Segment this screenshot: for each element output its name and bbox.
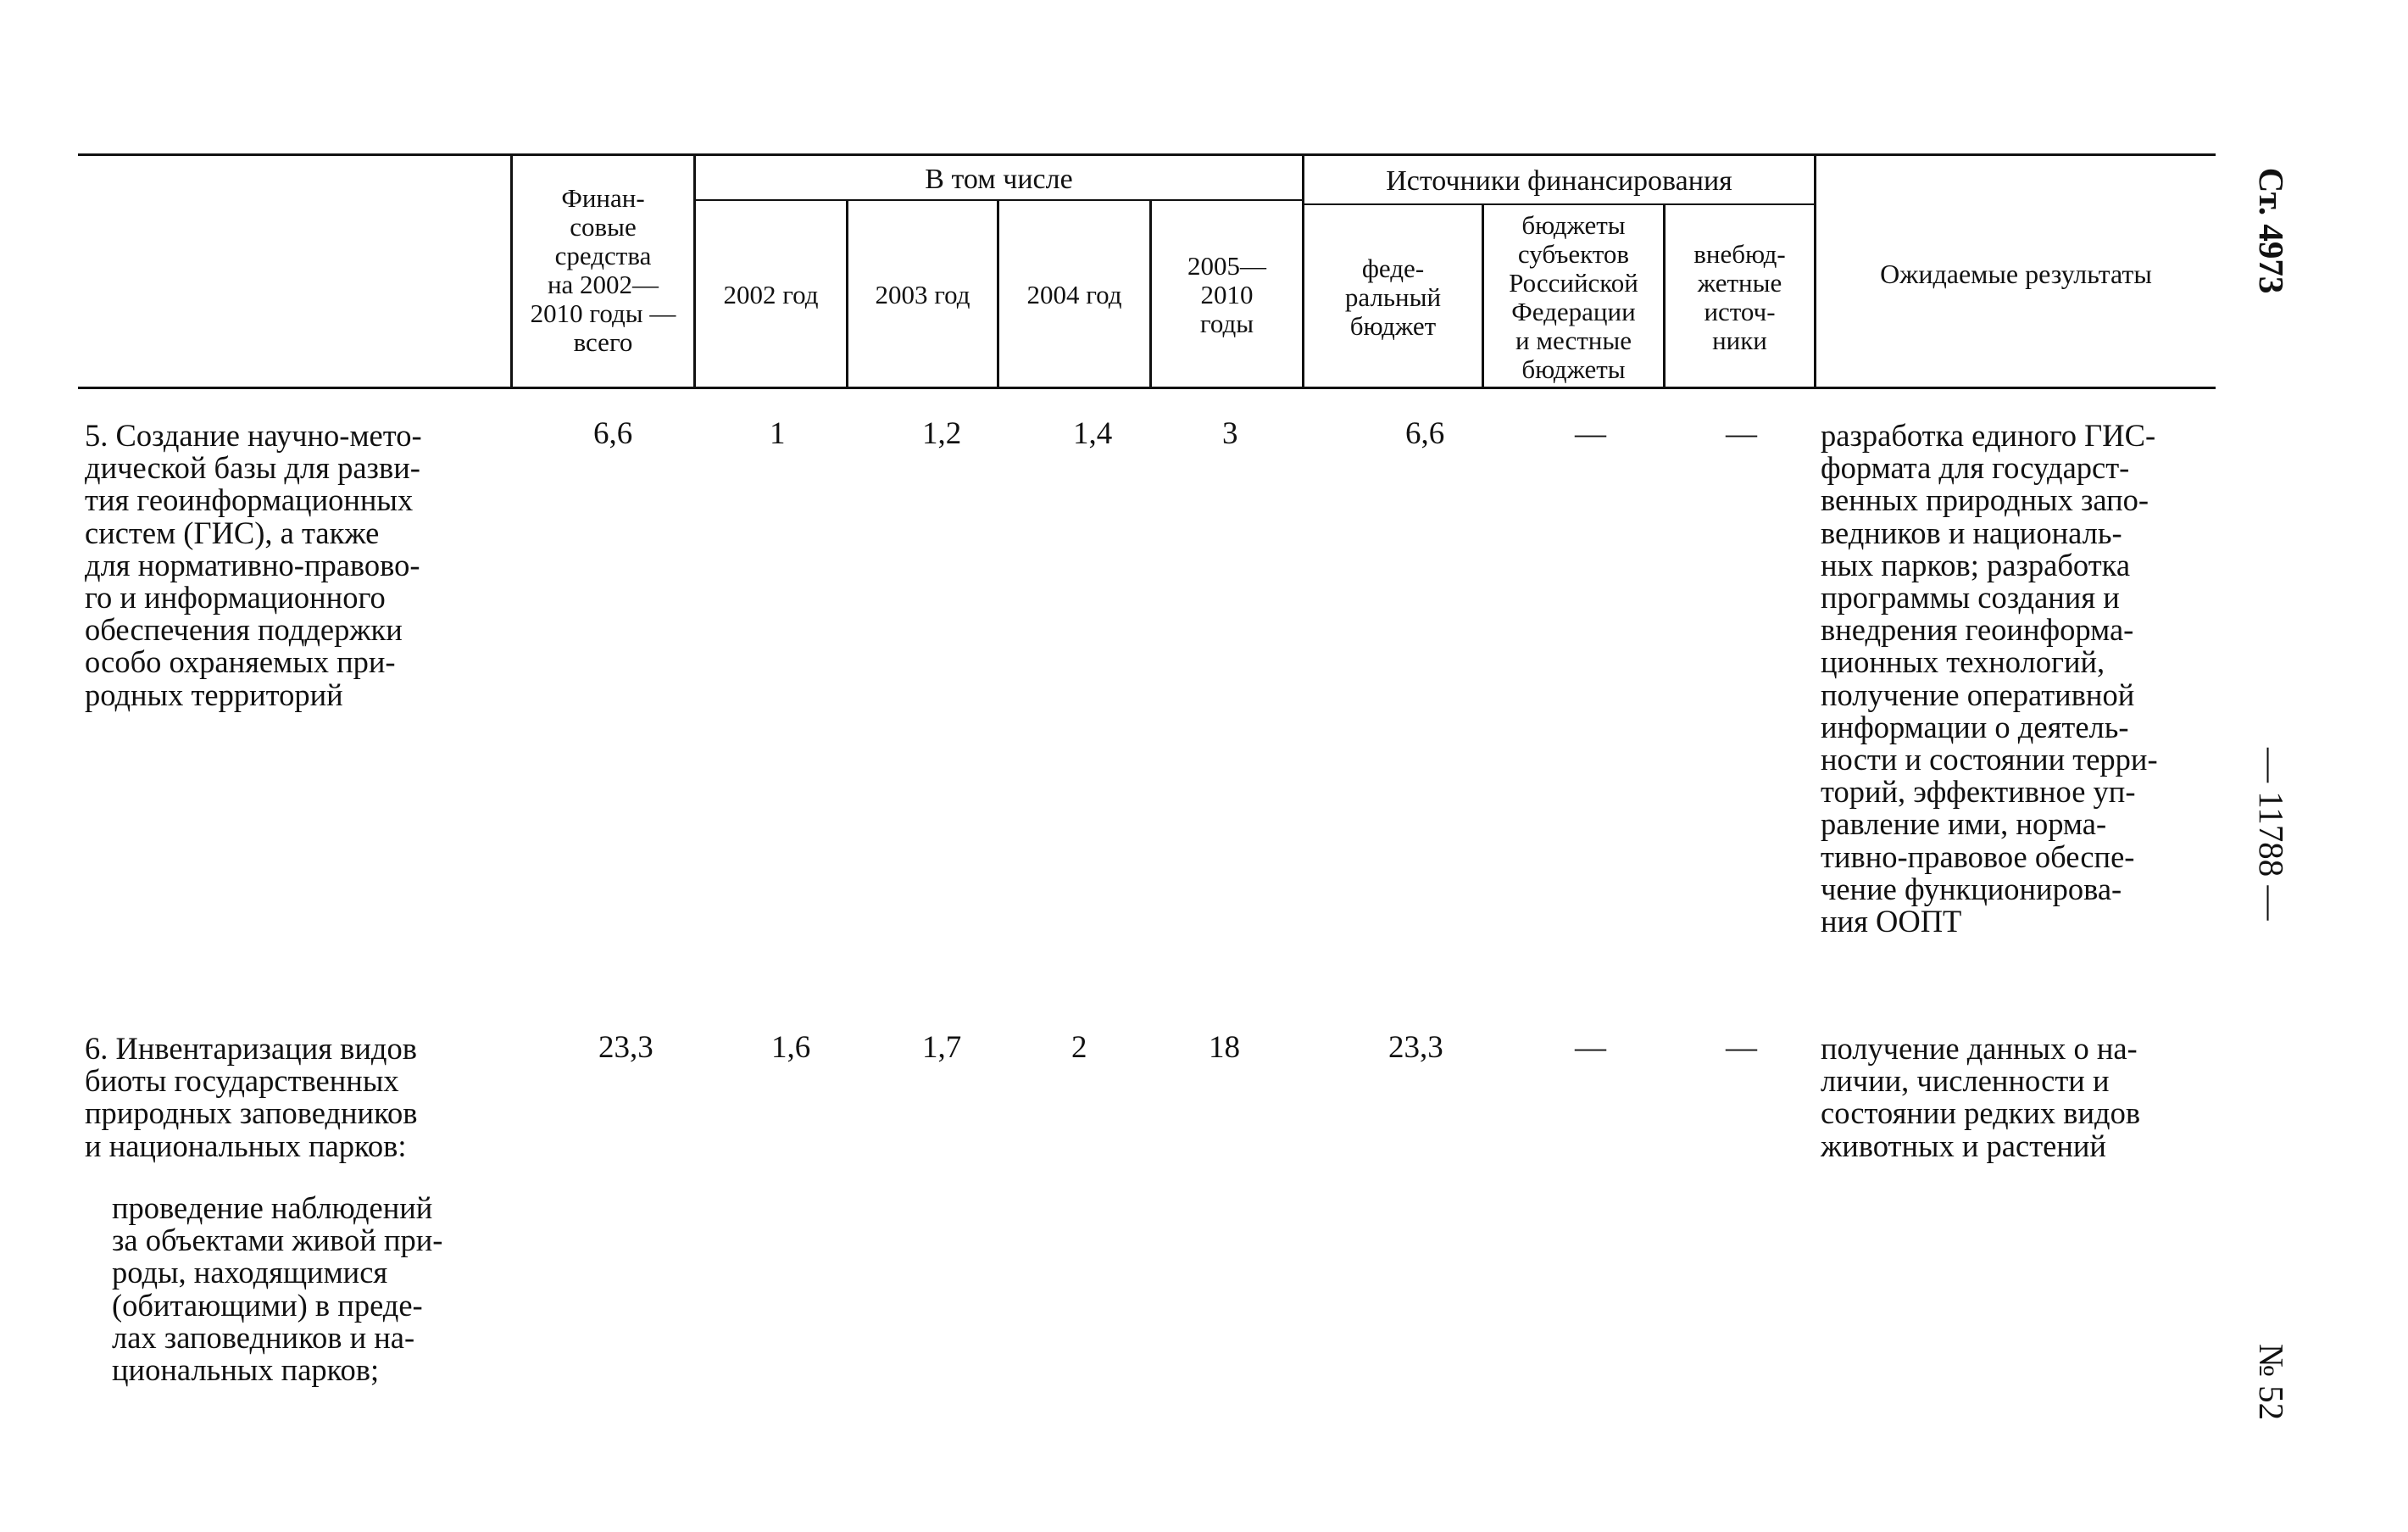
header-year-2004: 2004 год: [1026, 280, 1122, 309]
table-cell-2005-2010: 18: [1209, 1030, 1240, 1065]
table-row-title: 5. Создание научно-мето- дической базы для разви- тия геоинформационных систем (ГИС), а также для нормативно-правово- го и информационного обеспечения поддержки особо охраняемых при- родных территорий: [85, 418, 422, 712]
table-cell-result: разработка единого ГИС- формата для государст- венных природных запо- ведников и националь- ных парков; разработка программы создания и внедрения геоинформа- ционных технологий, получение оперативной информации о деятель- ности и состоянии терри- торий, эффективное уп- равление ими, норма- тивно-правовое обеспе- чение функционирова- ния ООПТ: [1821, 418, 2158, 939]
table-cell-result: получение данных о на- личии, численности и состоянии редких видов животных и растений: [1821, 1031, 2141, 1163]
table-cell-federal: 23,3: [1388, 1030, 1443, 1065]
table-cell-extrabudgetary: —: [1726, 1030, 1757, 1065]
table-cell-federal: 6,6: [1405, 416, 1445, 451]
table-cell-2002: 1: [770, 416, 786, 451]
table-cell-extrabudgetary: —: [1726, 416, 1757, 451]
header-years-2005-2010: 2005— 2010 годы: [1187, 251, 1266, 338]
page-number: — 11788 —: [2252, 748, 2291, 921]
header-extrabudgetary: внебюд- жетные источ- ники: [1693, 238, 1786, 355]
header-year-2003: 2003 год: [875, 280, 970, 309]
header-expected-results: Ожидаемые результаты: [1880, 259, 2152, 289]
header-including-group: В том числе: [925, 164, 1073, 195]
header-bottom-rule: [78, 387, 2216, 389]
header-year-2002: 2002 год: [723, 280, 819, 309]
table-cell-regional: —: [1575, 1030, 1606, 1065]
table-cell-2003: 1,2: [922, 416, 962, 451]
table-cell-total: 6,6: [593, 416, 633, 451]
table-row-title: 6. Инвентаризация видов биоты государственных природных заповедников и национальных парков:: [85, 1031, 418, 1163]
header-top-rule: [78, 153, 2216, 156]
page-reference: Ст. 4973: [2252, 167, 2291, 294]
table-cell-2004: 1,4: [1073, 416, 1113, 451]
table-cell-2004: 2: [1071, 1030, 1087, 1065]
issue-number: № 52: [2252, 1343, 2291, 1421]
header-sources-group: Источники финансирования: [1386, 165, 1732, 197]
header-regional-budgets: бюджеты субъектов Российской Федерации и местные бюджеты: [1509, 209, 1638, 384]
table-cell-regional: —: [1575, 416, 1606, 451]
header-financial-total: Финан- совые средства на 2002— 2010 годы — всего: [530, 183, 676, 357]
table-cell-total: 23,3: [598, 1030, 653, 1065]
table-cell-2005-2010: 3: [1222, 416, 1238, 451]
header-federal-budget: феде- ральный бюджет: [1344, 253, 1442, 341]
group-underline-sources: [1304, 203, 1814, 205]
table-row-subtitle: проведение наблюдений за объектами живой при- роды, находящимися (обитающими) в преде- лах заповедников и на- циональных парков;: [112, 1190, 443, 1388]
table-cell-2002: 1,6: [771, 1030, 811, 1065]
table-cell-2003: 1,7: [922, 1030, 962, 1065]
